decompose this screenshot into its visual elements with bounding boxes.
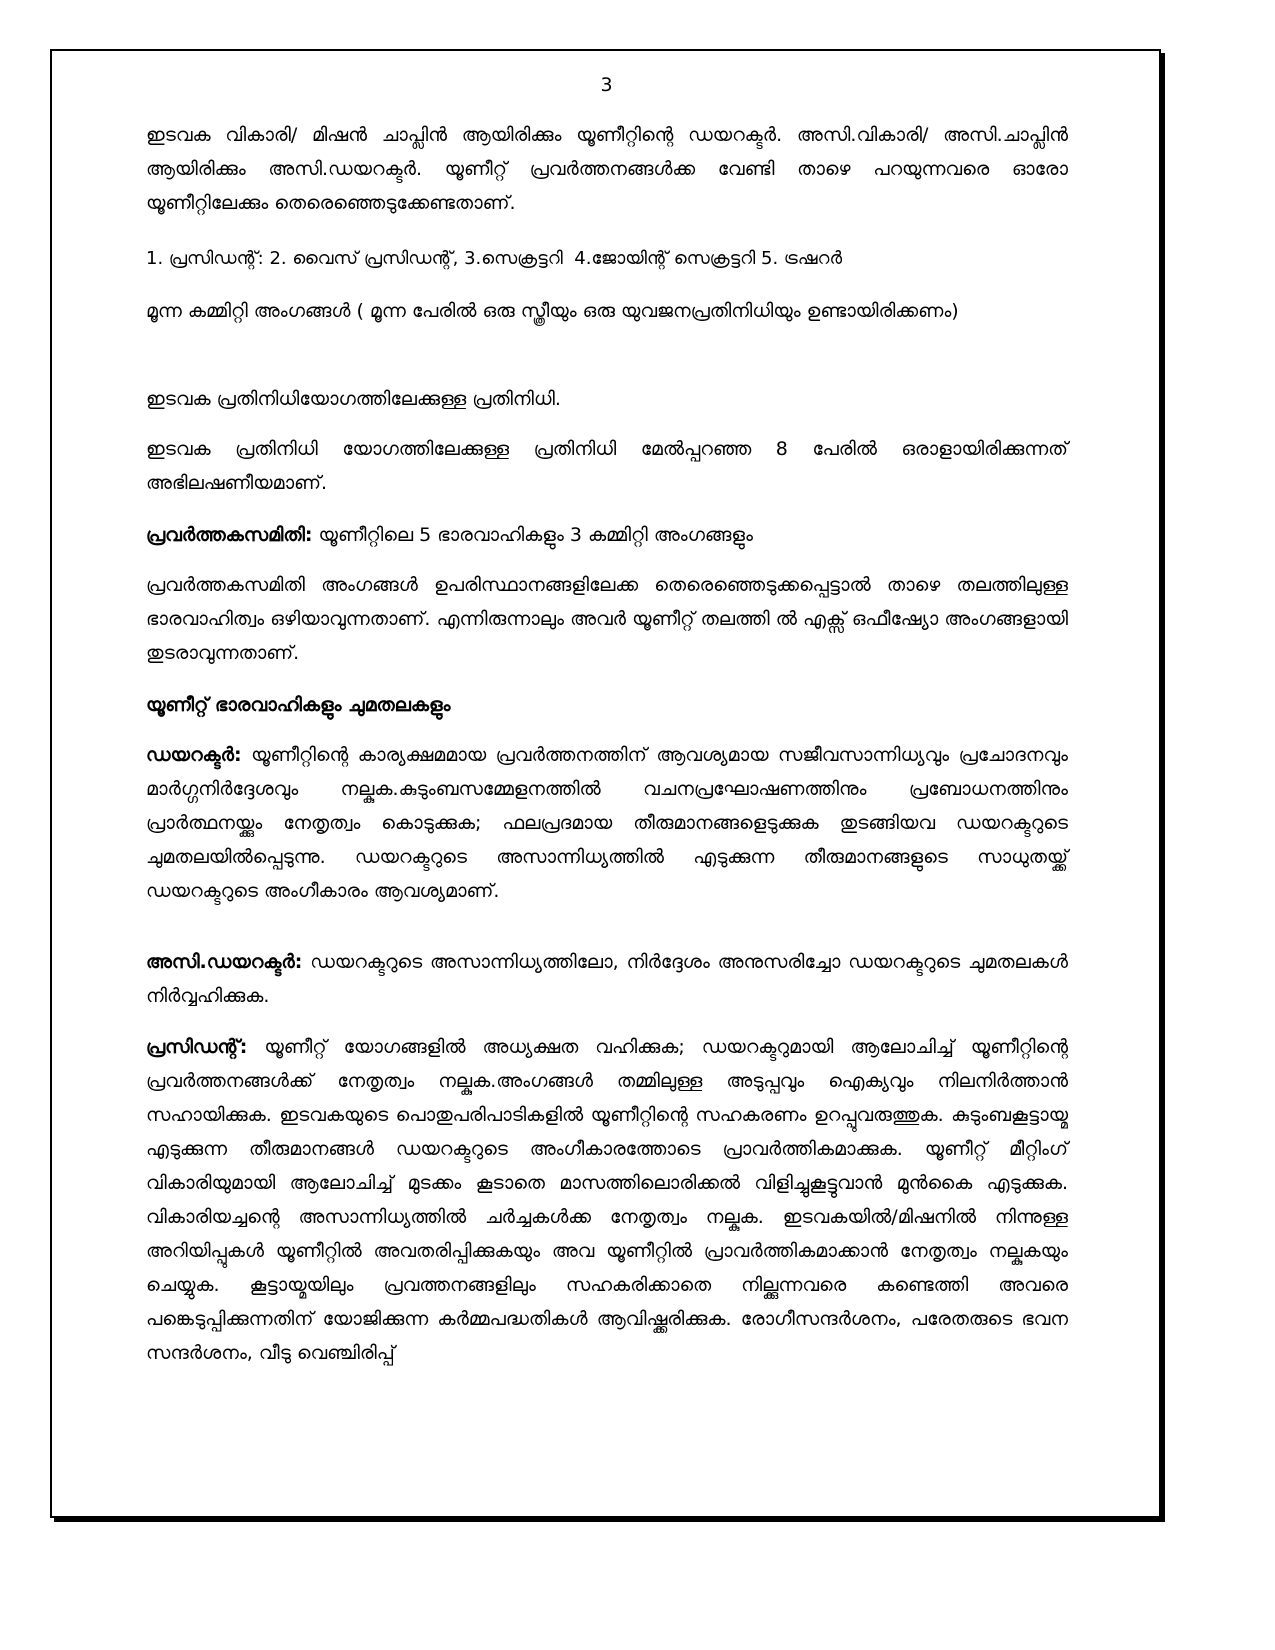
text-president: യൂണീറ്റ് യോഗങ്ങളിൽ അധ്യക്ഷത വഹിക്കുക; ഡയറക്ടറുമായി ആലോചിച്ച് യൂണീറ്റിന്റെ പ്രവർത്തനങ്ങൾക്ക് നേതൃത്വം നല്കുക.അംഗങ്ങൾ തമ്മിലുള്ള അടുപ്പവും ഐക്യവും നിലനിർത്താൻ സഹായിക്കുക. ഇടവകയുടെ പൊതുപരിപാടികളിൽ യൂണീറ്റിന്റെ സഹകരണം ഉറപ്പുവരുത്തുക. കുടുംബകൂട്ടായ്മ എടുക്കുന്ന തീരുമാനങ്ങൾ ഡയറക്ടറുടെ അംഗീകാരത്തോടെ പ്രാവർത്തികമാക്കുക. യൂണീറ്റ് മീറ്റിംഗ് വികാരിയുമായി ആലോചിച്ച് മുടക്കം കൂടാതെ മാസത്തിലൊരിക്കൽ വിളിച്ചുകൂട്ടുവാൻ മുൻകൈ എടുക്കുക. വികാരിയച്ചന്റെ അസാന്നിധ്യത്തിൽ ചർച്ചകൾക്ക നേതൃത്വം നല്കുക. ഇടവകയിൽ/മിഷനിൽ നിന്നുള്ള അറിയിപ്പുകൾ യൂണീറ്റിൽ അവതരിപ്പിക്കുകയും അവ യൂണീറ്റിൽ പ്രാവർത്തികമാക്കാൻ നേതൃത്വം നല്കുകയും ചെയ്യുക. കൂട്ടായ്മയിലും പ്രവത്തനങ്ങളിലും സഹകരിക്കാതെ നില്ക്കുന്നവരെ കണ്ടെത്തി അവരെ പങ്കെടുപ്പിക്കുന്നതിന് യോജിക്കുന്ന കർമ്മപദ്ധതികൾ ആവിഷ്ക്കരിക്കുക. രോഗീസന്ദർശനം, പരേതരുടെ ഭവന സന്ദർശനം, വീടു വെഞ്ചിരിപ്പ്	[146, 1036, 1068, 1364]
text-asst-director: ഡയറക്ടറുടെ അസാന്നിധ്യത്തിലോ, നിർദ്ദേശം അനുസരിച്ചോ ഡയറക്ടറുടെ ചുമതലകൾ നിർവ്വഹിക്കുക.	[146, 951, 1068, 1007]
section-heading: യൂണീറ്റ് ഭാരവാഹികളും ചുമതലകളും	[146, 694, 451, 716]
label-president: പ്രസിഡന്റ്:	[146, 1036, 248, 1058]
paragraph-representative-note: ഇടവക പ്രതിനിധി യോഗത്തിലേക്കുള്ള പ്രതിനിധി മേൽപ്പറഞ്ഞ 8 പേരിൽ ഒരാളായിരിക്കുന്നത് അഭിലഷണീയമാണ്.	[146, 438, 1068, 494]
paragraph-intro: ഇടവക വികാരി/ മിഷൻ ചാപ്ലിൻ ആയിരിക്കും യൂണീറ്റിന്റെ ഡയറക്ടർ. അസി.വികാരി/ അസി.ചാപ്ലിൻ ആയിരിക്കും അസി.ഡയറക്ടർ. യൂണീറ്റ് പ്രവർത്തനങ്ങൾക്ക വേണ്ടി താഴെ പറയുന്നവരെ ഓരോ യൂണീറ്റിലേക്കും തെരെഞ്ഞെടുക്കേണ്ടതാണ്.	[146, 124, 1068, 214]
office-bearers-list: 1. പ്രസിഡന്റ്: 2. വൈസ് പ്രസിഡന്റ്, 3.സെക്രട്ടറി 4.ജോയിന്റ് സെക്രട്ടറി 5. ട്രഷറർ	[146, 248, 843, 269]
paragraph-parish-representative: ഇടവക പ്രതിനിധിയോഗത്തിലേക്കുള്ള പ്രതിനിധി.	[146, 388, 561, 410]
page-number: 3	[600, 74, 613, 96]
text-working-committee: യൂണീറ്റിലെ 5 ഭാരവാഹികളും 3 കമ്മിറ്റി അംഗങ്ങളും	[312, 524, 753, 546]
label-working-committee: പ്രവർത്തകസമിതി:	[146, 524, 313, 546]
paragraph-committee-members: മൂന്ന കമ്മിറ്റി അംഗങ്ങൾ ( മൂന്ന പേരിൽ ഒരു സ്ത്രീയും ഒരു യുവജനപ്രതിനിധിയും ഉണ്ടായിരിക്കണം)	[146, 300, 959, 322]
text-director: യൂണീറ്റിന്റെ കാര്യക്ഷമമായ പ്രവർത്തനത്തിന് ആവശ്യമായ സജീവസാന്നിധ്യവും പ്രചോദനവും മാർഗ്ഗനിർദ്ദേശവും നല്കുക.കുടുംബസമ്മേളനത്തിൽ വചനപ്രഘോഷണത്തിനും പ്രബോധനത്തിനും പ്രാർത്ഥനയ്ക്കും നേതൃത്വം കൊടുക്കുക; ഫലപ്രദമായ തീരുമാനങ്ങളെടുക്കുക തുടങ്ങിയവ ഡയറക്ടറുടെ ചുമതലയിൽപ്പെടുന്നു. ഡയറക്ടറുടെ അസാന്നിധ്യത്തിൽ എടുക്കുന്ന തീരുമാനങ്ങളുടെ സാധുതയ്ക്ക് ഡയറക്ടറുടെ അംഗീകാരം ആവശ്യമാണ്.	[146, 744, 1068, 902]
paragraph-working-committee	[146, 518, 1068, 552]
paragraph-asst-director	[146, 945, 1068, 1013]
paragraph-working-committee-detail: പ്രവർത്തകസമിതി അംഗങ്ങൾ ഉപരിസ്ഥാനങ്ങളിലേക്ക തെരെഞ്ഞെടുക്കപ്പെട്ടാൽ താഴെ തലത്തിലുള്ള ഭാരവാഹിത്വം ഒഴിയാവുന്നതാണ്. എന്നിരുന്നാലും അവർ യൂണീറ്റ് തലത്തി ൽ എക്സ് ഒഫീഷ്യോ അംഗങ്ങളായി തുടരാവുന്നതാണ്.	[146, 574, 1068, 664]
label-director: ഡയറക്ടർ:	[146, 744, 242, 766]
paragraph-director	[146, 738, 1068, 908]
label-asst-director: അസി.ഡയറക്ടർ:	[146, 951, 303, 973]
paragraph-president	[146, 1030, 1068, 1370]
